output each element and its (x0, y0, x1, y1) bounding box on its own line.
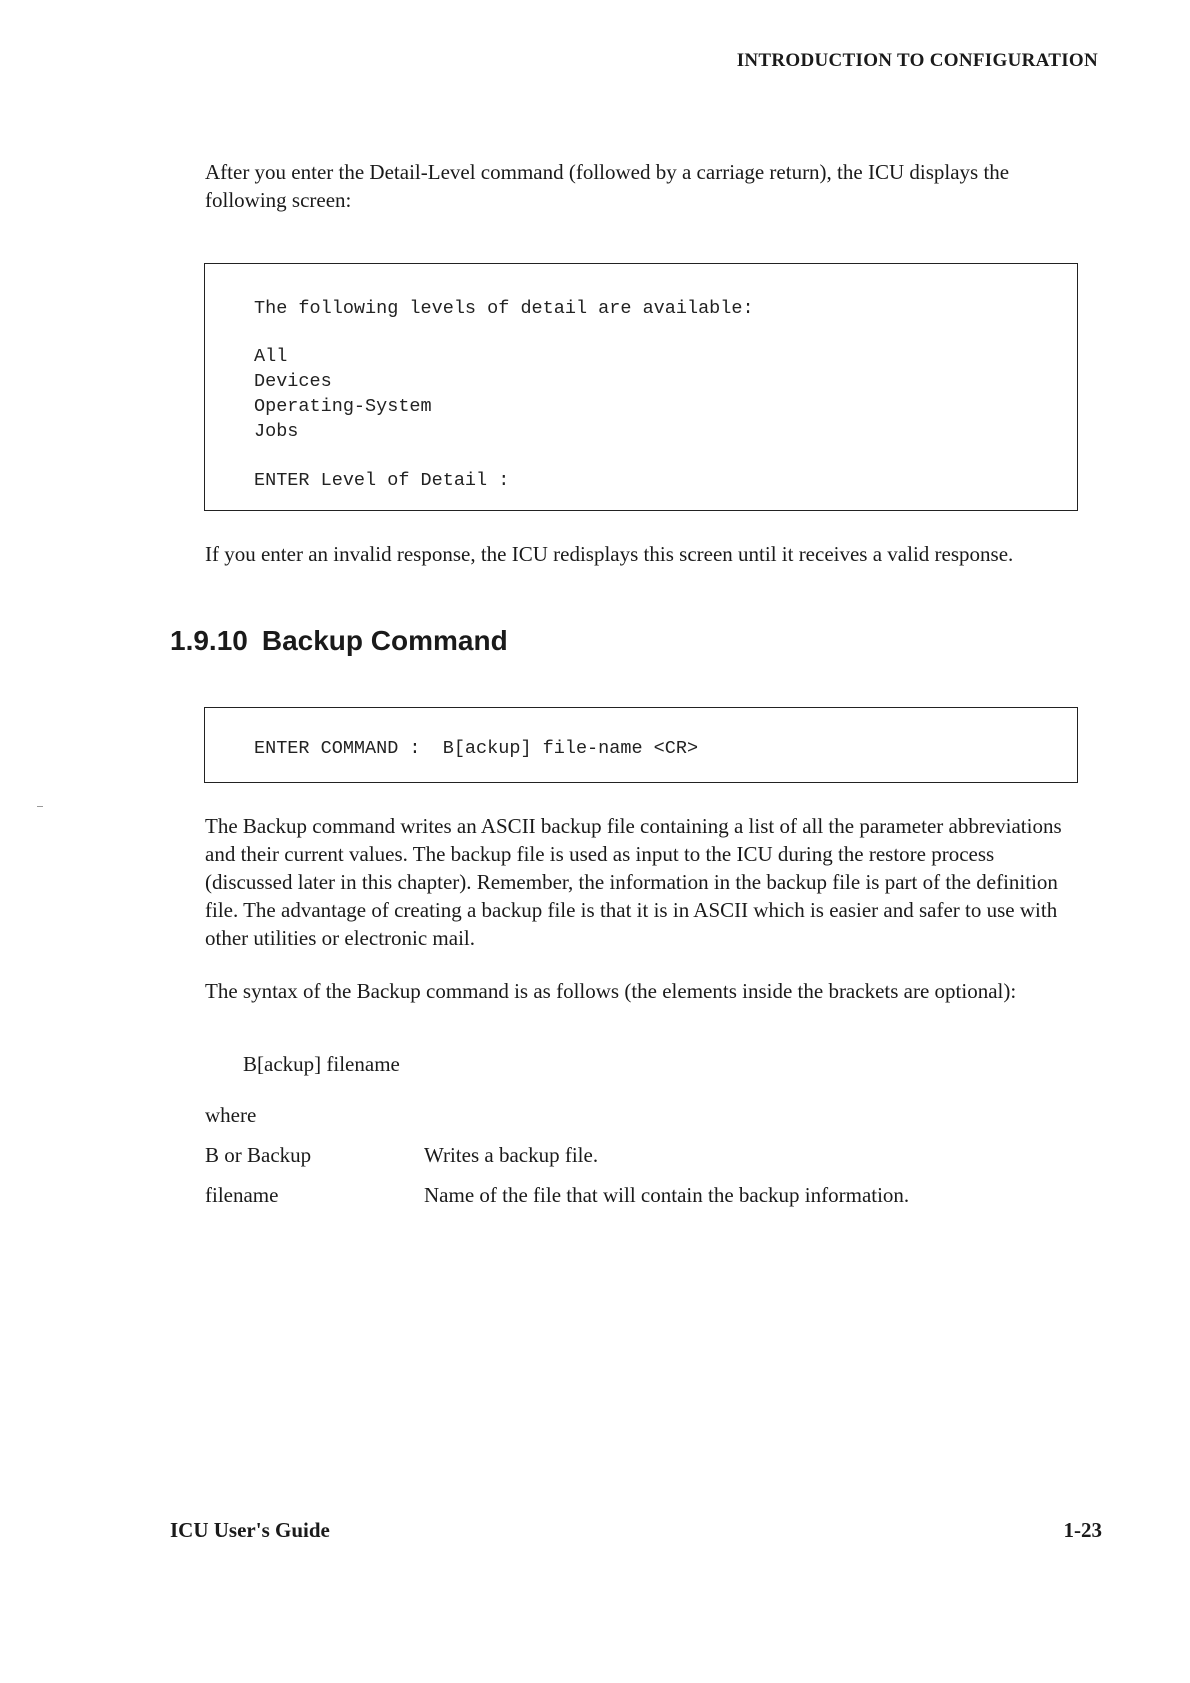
definition-term-filename: filename (205, 1183, 279, 1207)
where-label: where (205, 1103, 257, 1127)
section-title: Backup Command (261, 625, 508, 656)
backup-description-paragraph: The Backup command writes an ASCII backup file containing a list of all the parameter abbreviations and their current values. The backup file is used as input to the ICU during the restore process (discussed later in this chapter). Remember, the information in the backup file is part of the definition file. The advantage of creating a backup file is that it is in ASCII which is easier and safer to use with other utilities or electronic mail. (205, 814, 1062, 950)
backup-command-screen (204, 707, 1078, 783)
section-number: 1.9.10 (170, 625, 248, 656)
screen-option-jobs: Jobs (254, 421, 299, 442)
command-screen-line: ENTER COMMAND : B[ackup] file-name <CR> (254, 738, 699, 759)
scan-mark (37, 806, 43, 807)
definition-term-backup: B or Backup (205, 1143, 312, 1167)
screen-input-prompt: ENTER Level of Detail : (254, 470, 510, 491)
screen-option-all: All (254, 346, 288, 367)
footer-page-number: 1-23 (1063, 1518, 1102, 1542)
running-header: INTRODUCTION TO CONFIGURATION (736, 50, 1098, 71)
section-heading (170, 625, 508, 657)
detail-level-screen (204, 263, 1078, 511)
syntax-example: B[ackup] filename (243, 1052, 400, 1076)
intro-paragraph: After you enter the Detail-Level command (followed by a carriage return), the ICU displays the following screen: (205, 160, 1010, 212)
syntax-intro-paragraph: The syntax of the Backup command is as follows (the elements inside the brackets are optional): (205, 979, 1017, 1003)
definition-desc-backup: Writes a backup file. (424, 1143, 599, 1167)
invalid-response-paragraph: If you enter an invalid response, the ICU redisplays this screen until it receives a valid response. (205, 542, 1014, 566)
screen-prompt-title: The following levels of detail are available: (254, 298, 754, 319)
definition-desc-filename: Name of the file that will contain the backup information. (424, 1183, 910, 1207)
screen-option-devices: Devices (254, 371, 332, 392)
screen-option-operating-system: Operating-System (254, 396, 432, 417)
footer-guide-title: ICU User's Guide (170, 1518, 330, 1542)
